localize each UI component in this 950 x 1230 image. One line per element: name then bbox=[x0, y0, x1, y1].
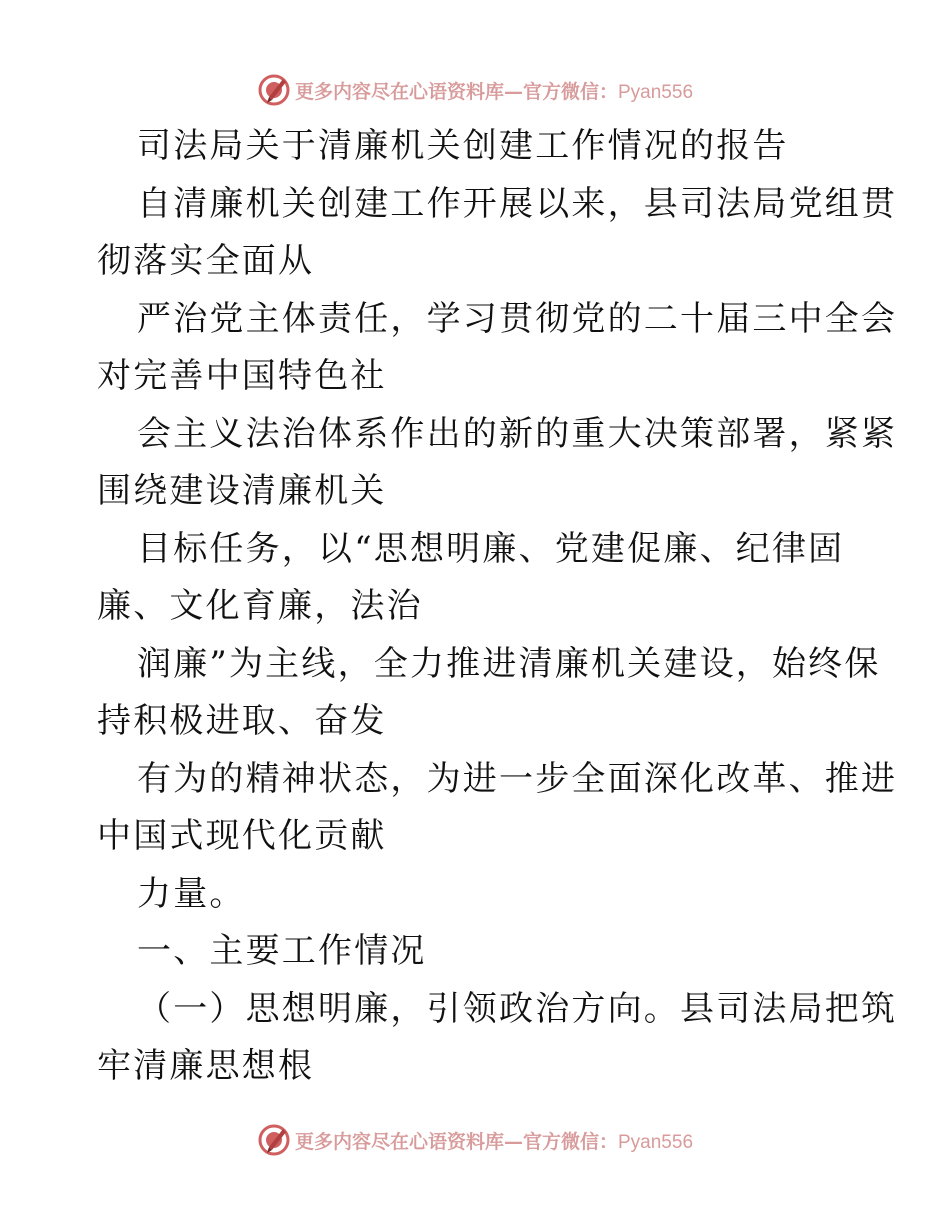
text-line: 严治党主体责任，学习贯彻党的二十届三中全会 bbox=[137, 298, 898, 339]
text-line: 持积极进取、奋发 bbox=[97, 701, 387, 741]
text-line: 力量。 bbox=[137, 873, 246, 914]
text-line: 一、主要工作情况 bbox=[137, 931, 427, 971]
text-line: 会主义法治体系作出的新的重大决策部署，紧紧 bbox=[137, 413, 898, 454]
text-line: 廉、文化育廉，法治 bbox=[97, 586, 423, 626]
text-line: 自清廉机关创建工作开展以来，县司法局党组贯 bbox=[137, 183, 898, 224]
pen-logo-icon bbox=[257, 1123, 291, 1157]
footer-watermark bbox=[0, 1120, 950, 1160]
header-watermark bbox=[0, 70, 950, 110]
text-line: 目标任务，以“思想明廉、党建促廉、纪律固 bbox=[137, 528, 845, 569]
text-line: 对完善中国特色社 bbox=[97, 356, 387, 396]
watermark-text: 更多内容尽在心语资料库—官方微信：Pyan556 bbox=[294, 80, 694, 103]
text-line: （一）思想明廉，引领政治方向。县司法局把筑 bbox=[137, 988, 898, 1029]
text-line: 牢清廉思想根 bbox=[97, 1046, 315, 1086]
text-line: 彻落实全面从 bbox=[97, 241, 315, 281]
text-line: 围绕建设清廉机关 bbox=[97, 471, 387, 511]
pen-logo-icon bbox=[257, 73, 291, 107]
text-line: 有为的精神状态，为进一步全面深化改革、推进 bbox=[137, 758, 898, 799]
text-line: 中国式现代化贡献 bbox=[97, 816, 387, 856]
document-body bbox=[97, 118, 898, 1096]
document-title: 司法局关于清廉机关创建工作情况的报告 bbox=[137, 126, 789, 166]
watermark-text: 更多内容尽在心语资料库—官方微信：Pyan556 bbox=[294, 1130, 694, 1153]
text-line: 润廉”为主线，全力推进清廉机关建设，始终保 bbox=[137, 643, 881, 684]
